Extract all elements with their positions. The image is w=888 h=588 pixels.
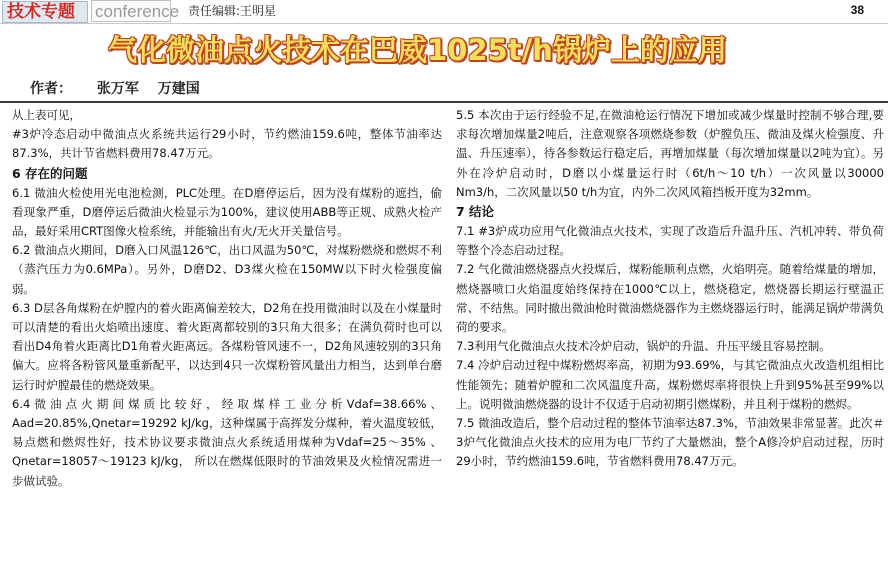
paragraph: 7.1 #3炉成功应用气化微油点火技术，实现了改造后升温升压、汽机冲转、带负荷等整个冷态启动过程。 bbox=[456, 224, 884, 258]
article-title: 气化微油点火技术在巴威1025t/h锅炉上的应用 bbox=[108, 33, 727, 67]
paragraph: 5.5 本次由于运行经验不足,在微油枪运行情况下增加或减少煤量时控制不够合理,要求每次增加煤量2吨后，注意观察各项燃烧参数（炉膛负压、微油及煤火检强度、升温、升压速率），待各参数运行稳定后，再增加煤量（每次增加煤量以2吨为宜）。另外在冷炉启动时，D磨以小煤量运行时（6t/h～10 t/h）一次风量以30000 Nm3/h，二次风量以50 t/h为宜，内外二次风风箱挡板开度为32mm。 bbox=[456, 108, 884, 199]
paragraph: #3炉冷态启动中微油点火系统共运行29小时，节约燃油159.6吨，整体节油率达87.3%，共计节省燃料费用78.47万元。 bbox=[12, 127, 442, 161]
subsection-tag-label: conference bbox=[95, 2, 180, 21]
paragraph: 6.1 微油火检使用光电池检测，PLC处理。在D磨停运后，因为没有煤粉的遮挡，偷看现象严重，D磨停运后微油火检显示为100%，建议使用ABB等正规、成熟火检产品，最好采用CRT图像火检系统，并能输出有火/无火开关量信号。 bbox=[12, 185, 442, 239]
paragraph: 7.4 冷炉启动过程中煤粉燃烬率高，初期为93.69%，与其它微油点火改造机组相比性能领先；随着炉膛和二次风温度升高，煤粉燃烬率将很快上升到95%甚至99%以上。说明微油燃烧器的设计不仅适于启动初期引燃煤粉，并且利于煤粉的燃烬。 bbox=[456, 358, 884, 411]
authors-label: 作者： bbox=[30, 81, 72, 97]
paragraph: 6.3 D层各角煤粉在炉膛内的着火距离偏差较大，D2角在投用微油时以及在小煤量时可以清楚的看出火焰喷出速度、着火距离都较别的3只角大很多；在满负荷时也可以看出D4角着火距离比D1角着火距离远。各煤粉管风速不一，D2角风速较别的3只角偏大。应将各粉管风量重新配平，以达到4只一次煤粉管风量出力相当，达到单台磨运行时炉膛最佳的燃烧效果。 bbox=[12, 300, 442, 392]
section-tag bbox=[2, 1, 88, 23]
page-number: 38 bbox=[850, 3, 864, 17]
subsection-tag bbox=[91, 0, 180, 22]
right-column bbox=[456, 106, 884, 472]
paragraph: 从上表可见， bbox=[12, 108, 81, 122]
paragraph: 6.4微油点火期间煤质比较好，经取煤样工业分析Vdaf=38.66%、Aad=20.85%,Qnetar=19292 kJ/kg，这种煤属于高挥发分煤种，着火温度较低，易点燃和燃烬性好，技术协议要求微油点火系统适用煤种为Vdaf=25～35% 、Qnetar=18057～19123 kJ/kg， 所以在燃煤低限时的节油效果及火检情况需进一步做试验。 bbox=[12, 396, 442, 488]
page-header bbox=[0, 0, 888, 24]
left-column bbox=[12, 106, 442, 491]
editor-credit: 责任编辑:王明星 bbox=[188, 4, 277, 18]
section-heading: 6 存在的问题 bbox=[12, 165, 88, 181]
section-tag-label: 技术专题 bbox=[7, 2, 75, 22]
section-heading: 7 结论 bbox=[456, 204, 495, 220]
article-authors bbox=[30, 78, 214, 98]
paragraph: 7.2 气化微油燃烧器点火投煤后，煤粉能顺利点燃，火焰明亮。随着给煤量的增加，燃烧器喷口火焰温度始终保持在1000℃以上，燃烧稳定，燃烧器长期运行壁温正常、不结焦。同时撤出微油枪时微油燃烧器作为主燃烧器运行时，能满足锅炉带满负荷的要求。 bbox=[456, 262, 884, 335]
author-name: 张万军 bbox=[96, 81, 139, 97]
paragraph: 6.2 微油点火期间，D磨入口风温126℃，出口风温为50℃，对煤粉燃烧和燃烬不利（蒸汽压力为0.6MPa）。另外，D磨D2、D3煤火检在150MW以下时火检强度偏弱。 bbox=[12, 243, 442, 296]
author-name: 万建国 bbox=[157, 81, 200, 97]
header-divider bbox=[0, 101, 888, 103]
paragraph: 7.3利用气化微油点火技术冷炉启动，锅炉的升温、升压平缓且容易控制。 bbox=[456, 339, 831, 354]
paragraph: 7.5 微油改造后，整个启动过程的整体节油率达87.3%，节油效果非常显著。此次＃3炉气化微油点火技术的应用为电厂节约了大量燃油，整个A修冷炉启动过程，历时29小时，节约燃油159.6吨，节省燃料费用78.47万元。 bbox=[456, 416, 884, 469]
